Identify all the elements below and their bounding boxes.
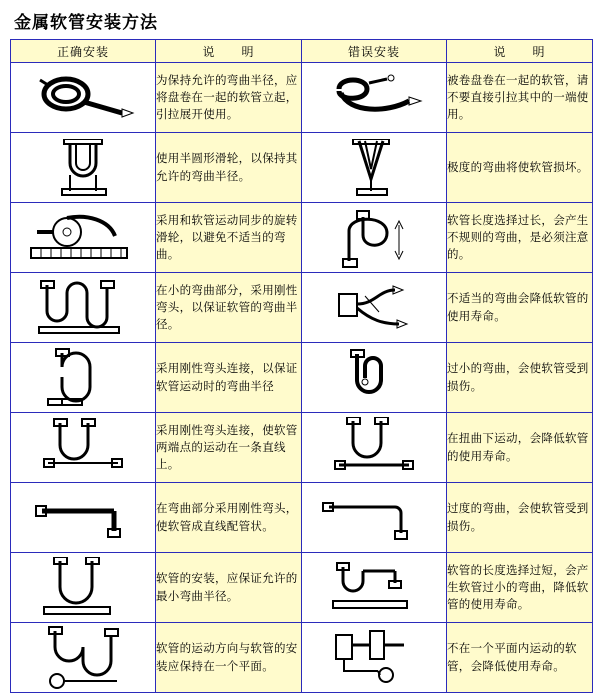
header-correct-description: 说 明 bbox=[156, 40, 302, 63]
table-row bbox=[11, 63, 593, 133]
straight-line-elbow-icon bbox=[11, 413, 156, 483]
row-description: 为保持允许的弯曲半径，应将盘卷在一起的软管立起，引拉展开使用。 bbox=[156, 63, 302, 133]
too-long-small-bend-icon bbox=[302, 553, 447, 623]
rotating-pulley-chain-icon bbox=[11, 203, 156, 273]
same-plane-motion-icon bbox=[11, 623, 156, 693]
table-row bbox=[11, 133, 593, 203]
straight-pipe-elbow-icon bbox=[11, 483, 156, 553]
row-description: 极度的弯曲将使软管损坏。 bbox=[447, 133, 593, 203]
row-description: 在弯曲部分采用刚性弯头，使软管成直线配管状。 bbox=[156, 483, 302, 553]
row-description: 不在一个平面内运动的软管，会降低使用寿命。 bbox=[447, 623, 593, 693]
coiled-hose-pulled-icon bbox=[302, 63, 447, 133]
page-title: 金属软管安装方法 bbox=[14, 13, 158, 33]
installation-methods-table bbox=[10, 39, 593, 693]
row-description: 软管的长度选择过短，会产生软管过小的弯曲，降低软管的使用寿命。 bbox=[447, 553, 593, 623]
too-small-bend-icon bbox=[302, 343, 447, 413]
table-header bbox=[11, 40, 593, 63]
twisting-motion-icon bbox=[302, 413, 447, 483]
row-description: 使用半圆形滑轮，以保持其允许的弯曲半径。 bbox=[156, 133, 302, 203]
table-row bbox=[11, 623, 593, 693]
row-description: 软管的安装，应保证允许的最小弯曲半径。 bbox=[156, 553, 302, 623]
row-description: 采用刚性弯头连接，使软管两端点的运动在一条直线上。 bbox=[156, 413, 302, 483]
row-description: 在小的弯曲部分，采用刚性弯头，以保证软管的弯曲半径。 bbox=[156, 273, 302, 343]
header-row bbox=[11, 40, 593, 63]
improper-tight-bend-icon bbox=[302, 273, 447, 343]
table-row bbox=[11, 343, 593, 413]
header-wrong-install: 错误安装 bbox=[302, 40, 447, 63]
row-description: 采用刚性弯头连接，以保证软管运动时的弯曲半径 bbox=[156, 343, 302, 413]
sharp-v-bend-icon bbox=[302, 133, 447, 203]
table-row bbox=[11, 203, 593, 273]
table-row bbox=[11, 483, 593, 553]
rigid-elbow-connection-icon bbox=[11, 343, 156, 413]
min-bend-radius-icon bbox=[11, 553, 156, 623]
out-of-plane-motion-icon bbox=[302, 623, 447, 693]
header-correct-install: 正确安装 bbox=[11, 40, 156, 63]
table-body bbox=[11, 63, 593, 693]
row-description: 不适当的弯曲会降低软管的使用寿命。 bbox=[447, 273, 593, 343]
row-description: 过度的弯曲，会使软管受到损伤。 bbox=[447, 483, 593, 553]
row-description: 软管的运动方向与软管的安装应保持在一个平面。 bbox=[156, 623, 302, 693]
row-description: 过小的弯曲，会使软管受到损伤。 bbox=[447, 343, 593, 413]
table-row bbox=[11, 413, 593, 483]
row-description: 被卷盘卷在一起的软管，请不要直接引拉其中的一端使用。 bbox=[447, 63, 593, 133]
table-row bbox=[11, 553, 593, 623]
header-wrong-description: 说 明 bbox=[447, 40, 593, 63]
table-row bbox=[11, 273, 593, 343]
rigid-elbow-small-bend-icon bbox=[11, 273, 156, 343]
row-description: 软管长度选择过长，会产生不规则的弯曲，是必须注意的。 bbox=[447, 203, 593, 273]
u-bend-pulley-icon bbox=[11, 133, 156, 203]
row-description: 在扭曲下运动，会降低软管的使用寿命。 bbox=[447, 413, 593, 483]
long-loose-hose-icon bbox=[302, 203, 447, 273]
excessive-bend-icon bbox=[302, 483, 447, 553]
row-description: 采用和软管运动同步的旋转滑轮，以避免不适当的弯曲。 bbox=[156, 203, 302, 273]
coiled-hose-icon bbox=[11, 63, 156, 133]
